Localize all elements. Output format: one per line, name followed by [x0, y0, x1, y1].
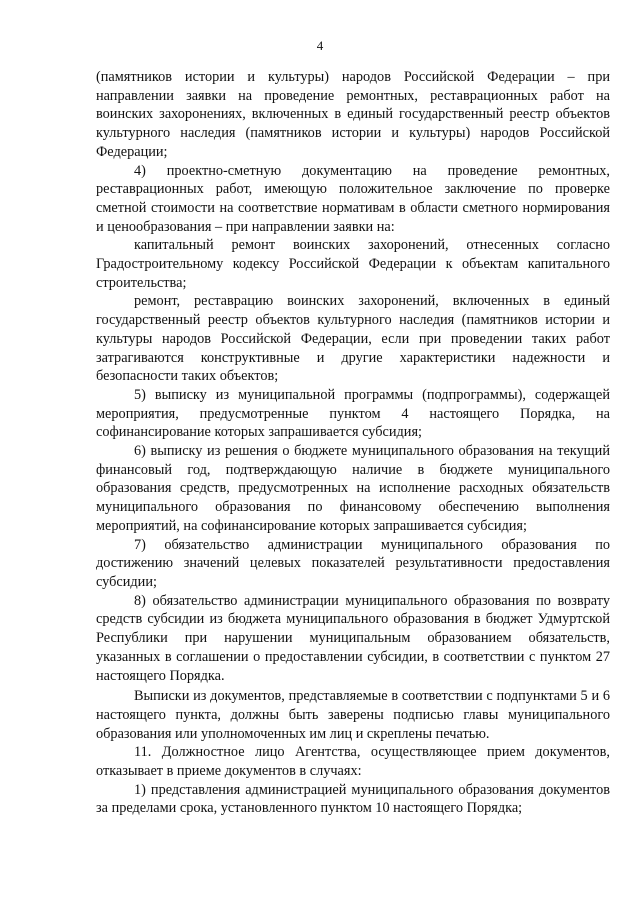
paragraph-continuation: (памятников истории и культуры) народов Российской Федерации – при направлении заявки на проведение ремонтных, реставрационных работ на воинских захоронениях, включенных в единый государственный реестр объектов культурного наследия (памятников истории и культуры) народов Российской Федерации;	[96, 69, 610, 160]
paragraph-section-11: 11. Должностное лицо Агентства, осуществляющее прием документов, отказывает в приеме документов в случаях:	[96, 744, 610, 780]
paragraph-item-8: 8) обязательство администрации муниципального образования по возврату средств субсидии из бюджета муниципального образования в бюджет Удмуртской Республики при нарушении муниципальным образованием обязательств, указанных в соглашении о предоставлении субсидии, в соответствии с пунктом 27 настоящего Порядка.	[96, 592, 610, 684]
paragraph-restoration: ремонт, реставрацию воинских захоронений, включенных в единый государственный реестр объектов культурного наследия (памятников истории и культуры народов Российской Федерации, если при проведении таких работ затрагиваются конструктивные и другие характеристики надежности и безопасности таких объектов;	[96, 293, 610, 385]
paragraph-item-4: 4) проектно-сметную документацию на проведение ремонтных, реставрационных работ, имеющую положительное заключение по проверке сметной стоимости на соответствие нормативам в области сметного нормирования и ценообразования – при направлении заявки на:	[96, 162, 610, 235]
paragraph-item-5: 5) выписку из муниципальной программы (подпрограммы), содержащей мероприятия, предусмотренные пунктом 4 настоящего Порядка, на софинансирование которых запрашивается субсидия;	[96, 386, 610, 441]
page-number: 4	[316, 38, 324, 53]
paragraph-item-7: 7) обязательство администрации муниципального образования по достижению значений целевых показателей результативности предоставления субсидии;	[96, 536, 610, 590]
document-body	[96, 68, 610, 818]
paragraph-extracts: Выписки из документов, представляемые в соответствии с подпунктами 5 и 6 настоящего пункта, должны быть заверены подписью главы муниципального образования или уполномоченных им лиц и скреплены печатью.	[96, 688, 610, 742]
paragraph-section-11-item-1: 1) представления администрацией муниципального образования документов за пределами срока, установленного пунктом 10 настоящего Порядка;	[96, 781, 610, 817]
paragraph-capital-repair: капитальный ремонт воинских захоронений, отнесенных согласно Градостроительному кодексу Российской Федерации к объектам капитального строительства;	[96, 237, 610, 291]
paragraph-item-6: 6) выписку из решения о бюджете муниципального образования на текущий финансовый год, подтверждающую наличие в бюджете муниципального образования средств, предусмотренных на исполнение расходных обязательств муниципального образования по финансовому обеспечению выполнения мероприятий, на софинансирование которых запрашивается субсидия;	[96, 443, 610, 534]
